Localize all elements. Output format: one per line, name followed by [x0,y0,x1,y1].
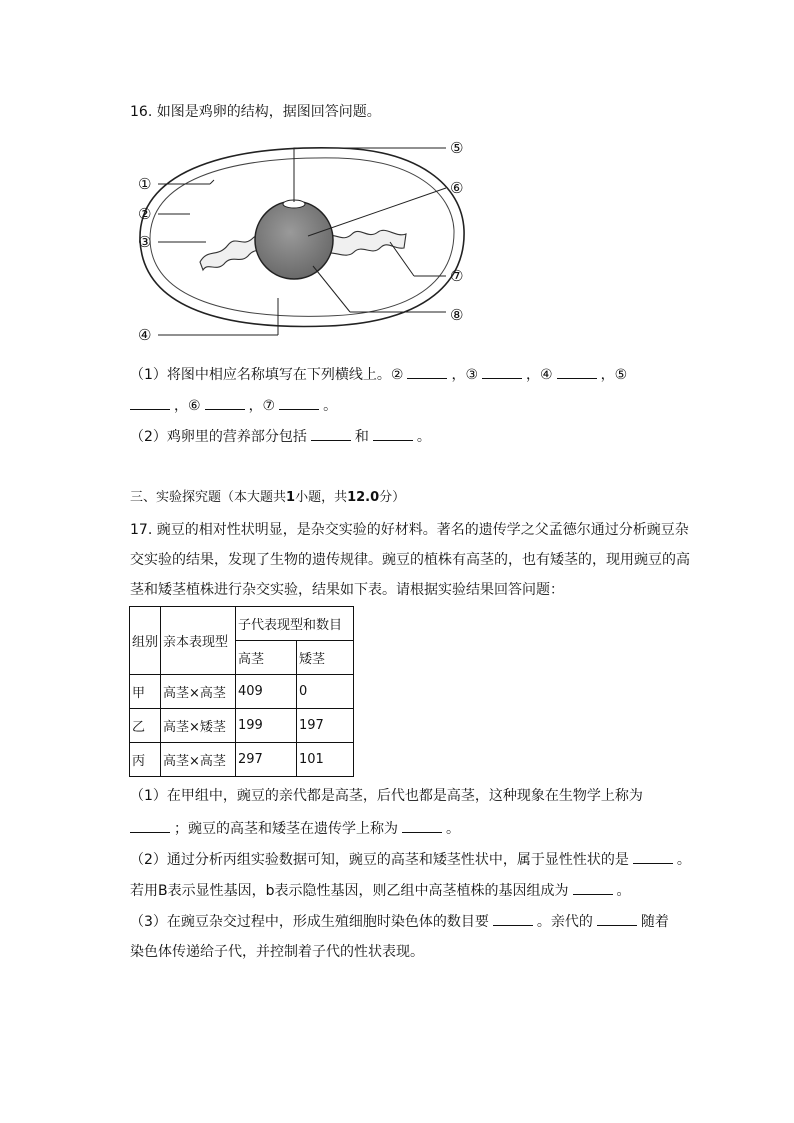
header-offspring: 子代表现型和数目 [236,607,354,641]
egg-structure-diagram [128,130,478,345]
q16-sub2: （2）鸡卵里的营养部分包括 和 。 [130,426,431,447]
q17-para-line3: 茎和矮茎植株进行杂交实验，结果如下表。请根据实验结果回答问题： [130,582,564,598]
blank-nutrient-1[interactable] [311,426,351,441]
header-tall: 高茎 [236,641,297,675]
label-3: ③ [138,233,152,251]
header-parent: 亲本表现型 [161,607,236,675]
blank-chromosome-number[interactable] [493,911,533,926]
q16-sub1-line2: ，⑥ ，⑦ 。 [130,395,337,416]
experiment-table [129,606,354,777]
blank-genotype[interactable] [573,880,613,895]
q17-sub3-line1: （3）在豌豆杂交过程中，形成生殖细胞时染色体的数目要 。亲代的 随着 [130,911,669,932]
label-4: ④ [138,326,152,344]
q16-sub1-line1: （1）将图中相应名称填写在下列横线上。② ，③ ，④ ，⑤ [130,364,627,385]
header-short: 矮茎 [297,641,354,675]
q17-para-line1: 17. 豌豆的相对性状明显，是杂交实验的好材料。著名的遗传学之父孟德尔通过分析豌豆杂 [130,522,689,538]
q17-sub3-line2: 染色体传递给子代，并控制着子代的性状表现。 [130,944,424,960]
q17-sub1-line2: ；豌豆的高茎和矮茎在遗传学上称为 。 [130,818,460,839]
table-row: 甲 高茎×高茎 409 0 [130,675,354,709]
label-7: ⑦ [450,267,464,285]
blank-5[interactable] [130,395,170,410]
q17-sub1-line1: （1）在甲组中，豌豆的亲代都是高茎，后代也都是高茎，这种现象在生物学上称为 [130,788,643,804]
label-1: ① [138,175,152,193]
blank-3[interactable] [482,364,522,379]
header-group: 组别 [130,607,161,675]
table-row: 丙 高茎×高茎 297 101 [130,743,354,777]
section-3-heading: 三、实验探究题（本大题共1小题，共12.0分） [130,490,406,505]
blank-gene[interactable] [597,911,637,926]
blank-2[interactable] [407,364,447,379]
yolk [255,201,333,279]
blank-6[interactable] [205,395,245,410]
blank-nutrient-2[interactable] [373,426,413,441]
question-16-title: 16. 如图是鸡卵的结构，据图回答问题。 [130,104,381,120]
blank-trait-term[interactable] [402,818,442,833]
q17-sub2-line1: （2）通过分析丙组实验数据可知，豌豆的高茎和矮茎性状中，属于显性性状的是 。 [130,849,691,870]
table-header-row [130,607,354,641]
blank-dominant[interactable] [633,849,673,864]
label-2: ② [138,205,152,223]
blank-7[interactable] [279,395,319,410]
label-6: ⑥ [450,179,464,197]
label-8: ⑧ [450,306,464,324]
q17-sub2-line2: 若用B表示显性基因，b表示隐性基因，则乙组中高茎植株的基因组成为 。 [130,880,631,901]
blank-4[interactable] [557,364,597,379]
q17-para-line2: 交实验的结果，发现了生物的遗传规律。豌豆的植株有高茎的，也有矮茎的，现用豌豆的高 [130,552,690,568]
table-row: 乙 高茎×矮茎 199 197 [130,709,354,743]
label-5: ⑤ [450,139,464,157]
blank-phenomenon[interactable] [130,818,170,833]
